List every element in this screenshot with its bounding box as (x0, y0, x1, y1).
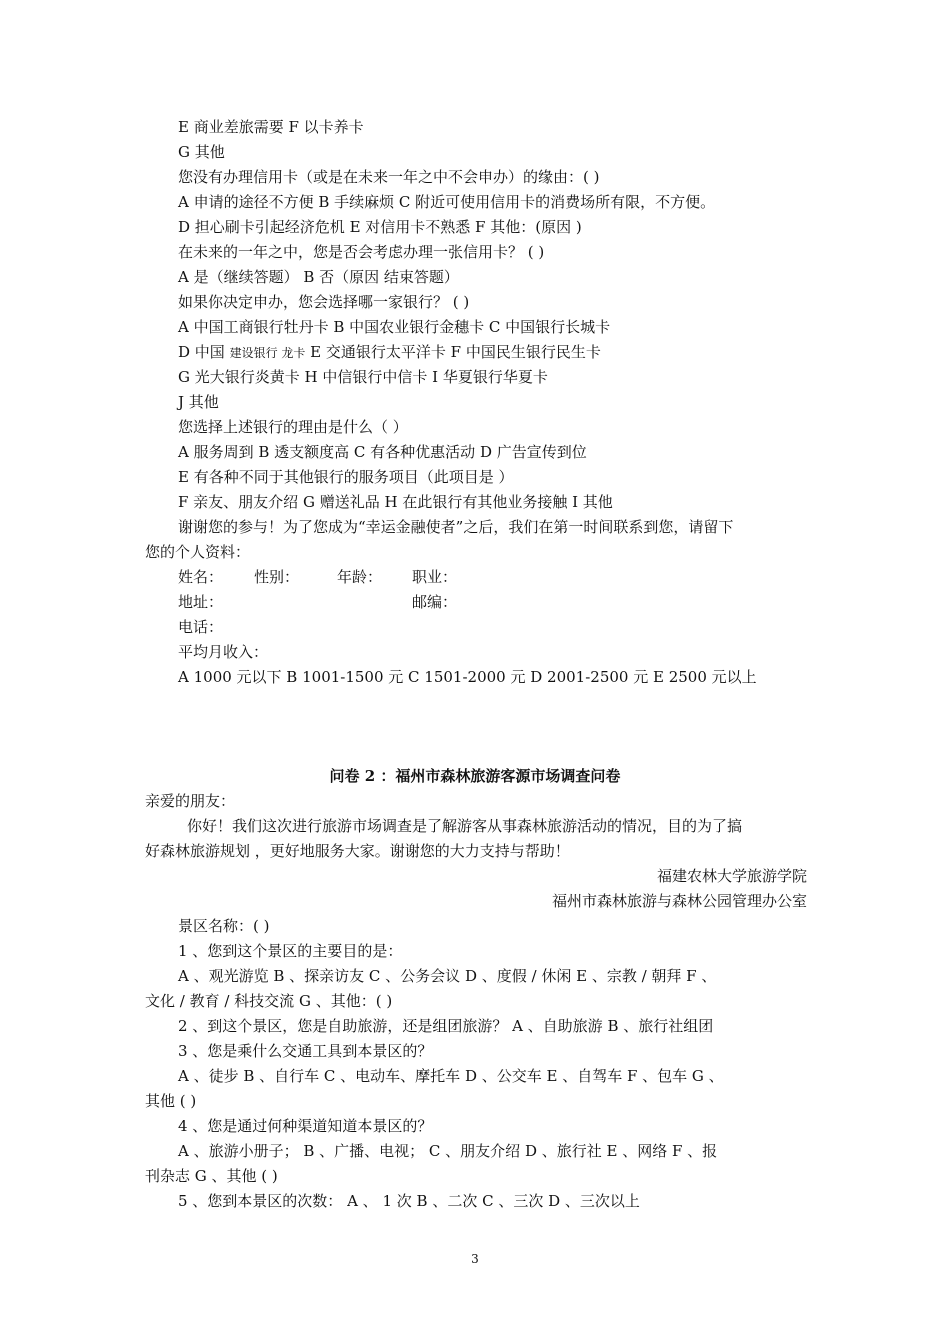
questionnaire-title: 问卷 2 ：福州市森林旅游客源市场调查问卷 (329, 767, 621, 785)
text-line: A 、观光游览 B 、探亲访友 C 、公务会议 D 、度假 / 休闲 E 、宗教 / 朝拜 F 、 (178, 967, 717, 985)
text-line: E 商业差旅需要 F 以卡养卡 (178, 118, 364, 136)
greeting: 亲爱的朋友： (145, 792, 236, 810)
text-line: G 光大银行炎黄卡 H 中信银行中信卡 I 华夏银行华夏卡 (178, 368, 548, 386)
text-segment-small: 建设银行 龙卡 (229, 346, 306, 360)
text-line: 刊杂志 G 、其他 ( ) (145, 1167, 278, 1185)
text-line: J 其他 (178, 393, 219, 411)
text-line: A 中国工商银行牡丹卡 B 中国农业银行金穗卡 C 中国银行长城卡 (178, 318, 611, 336)
text-line: E 有各种不同于其他银行的服务项目（此项目是 ） (178, 468, 514, 486)
phone-label: 电话： (178, 618, 224, 636)
text-line: A 、旅游小册子； B 、广播、电视； C 、朋友介绍 D 、旅行社 E 、网络 F 、报 (178, 1142, 718, 1160)
age-label: 年龄： (337, 568, 383, 586)
text-line: 文化 / 教育 / 科技交流 G 、其他：( ) (145, 992, 393, 1010)
form-row (178, 566, 457, 588)
page-number: 3 (471, 1252, 479, 1266)
question-line: 1 、您到这个景区的主要目的是： (178, 942, 403, 960)
income-label: 平均月收入： (178, 643, 269, 661)
question-line: 在未来的一年之中，您是否会考虑办理一张信用卡？ ( ) (178, 243, 545, 261)
text-line: D 担心刷卡引起经济危机 E 对信用卡不熟悉 F 其他：(原因 ) (178, 218, 582, 236)
intro-paragraph: 你好！我们这次进行旅游市场调查是了解游客从事森林旅游活动的情况，目的为了搞 (187, 817, 743, 835)
text-line: G 其他 (178, 143, 225, 161)
question-line: 3 、您是乘什么交通工具到本景区的？ (178, 1042, 433, 1060)
question-line: 您选择上述银行的理由是什么（ ） (178, 418, 408, 436)
intro-paragraph: 好森林旅游规划 ，更好地服务大家。谢谢您的大力支持与帮助！ (145, 842, 570, 860)
job-label: 职业： (412, 568, 458, 586)
income-options: A 1000 元以下 B 1001-1500 元 C 1501-2000 元 D 2001-2500 元 E 2500 元以上 (178, 668, 757, 686)
scenic-name-field: 景区名称：( ) (178, 917, 270, 935)
name-label: 姓名： (178, 568, 224, 586)
gender-label: 性别： (254, 568, 300, 586)
question-line: 如果你决定申办，您会选择哪一家银行？ ( ) (178, 293, 470, 311)
text-line: A 、徒步 B 、自行车 C 、电动车、摩托车 D 、公交车 E 、自驾车 F 、包车 G 、 (178, 1067, 724, 1085)
text-segment: E 交通银行太平洋卡 F 中国民生银行民生卡 (305, 343, 601, 361)
question-line: 5 、您到本景区的次数： A 、 1 次 B 、二次 C 、三次 D 、三次以上 (178, 1192, 640, 1210)
text-line (178, 341, 601, 364)
postcode-label: 邮编： (412, 593, 458, 611)
text-line: F 亲友、朋友介绍 G 赠送礼品 H 在此银行有其他业务接触 I 其他 (178, 493, 613, 511)
text-line: 谢谢您的参与！为了您成为“幸运金融使者”之后，我们在第一时间联系到您，请留下 (178, 518, 734, 536)
address-label: 地址： (178, 593, 224, 611)
question-line: 2 、到这个景区，您是自助旅游，还是组团旅游？ A 、自助旅游 B 、旅行社组团 (178, 1017, 714, 1035)
text-line: 您的个人资料： (145, 543, 251, 561)
text-line: 其他 ( ) (145, 1092, 197, 1110)
question-line: 4 、您是通过何种渠道知道本景区的？ (178, 1117, 433, 1135)
text-line: A 申请的途径不方便 B 手续麻烦 C 附近可使用信用卡的消费场所有限，不方便。 (178, 193, 716, 211)
text-segment: D 中国 (178, 343, 230, 361)
organization-name: 福州市森林旅游与森林公园管理办公室 (551, 892, 807, 910)
organization-name: 福建农林大学旅游学院 (656, 867, 807, 885)
text-line: A 服务周到 B 透支额度高 C 有各种优惠活动 D 广告宣传到位 (178, 443, 587, 461)
question-line: 您没有办理信用卡（或是在未来一年之中不会申办）的缘由：( ) (178, 168, 600, 186)
form-row (178, 591, 457, 613)
text-line: A 是（继续答题） B 否（原因 结束答题） (178, 268, 459, 286)
